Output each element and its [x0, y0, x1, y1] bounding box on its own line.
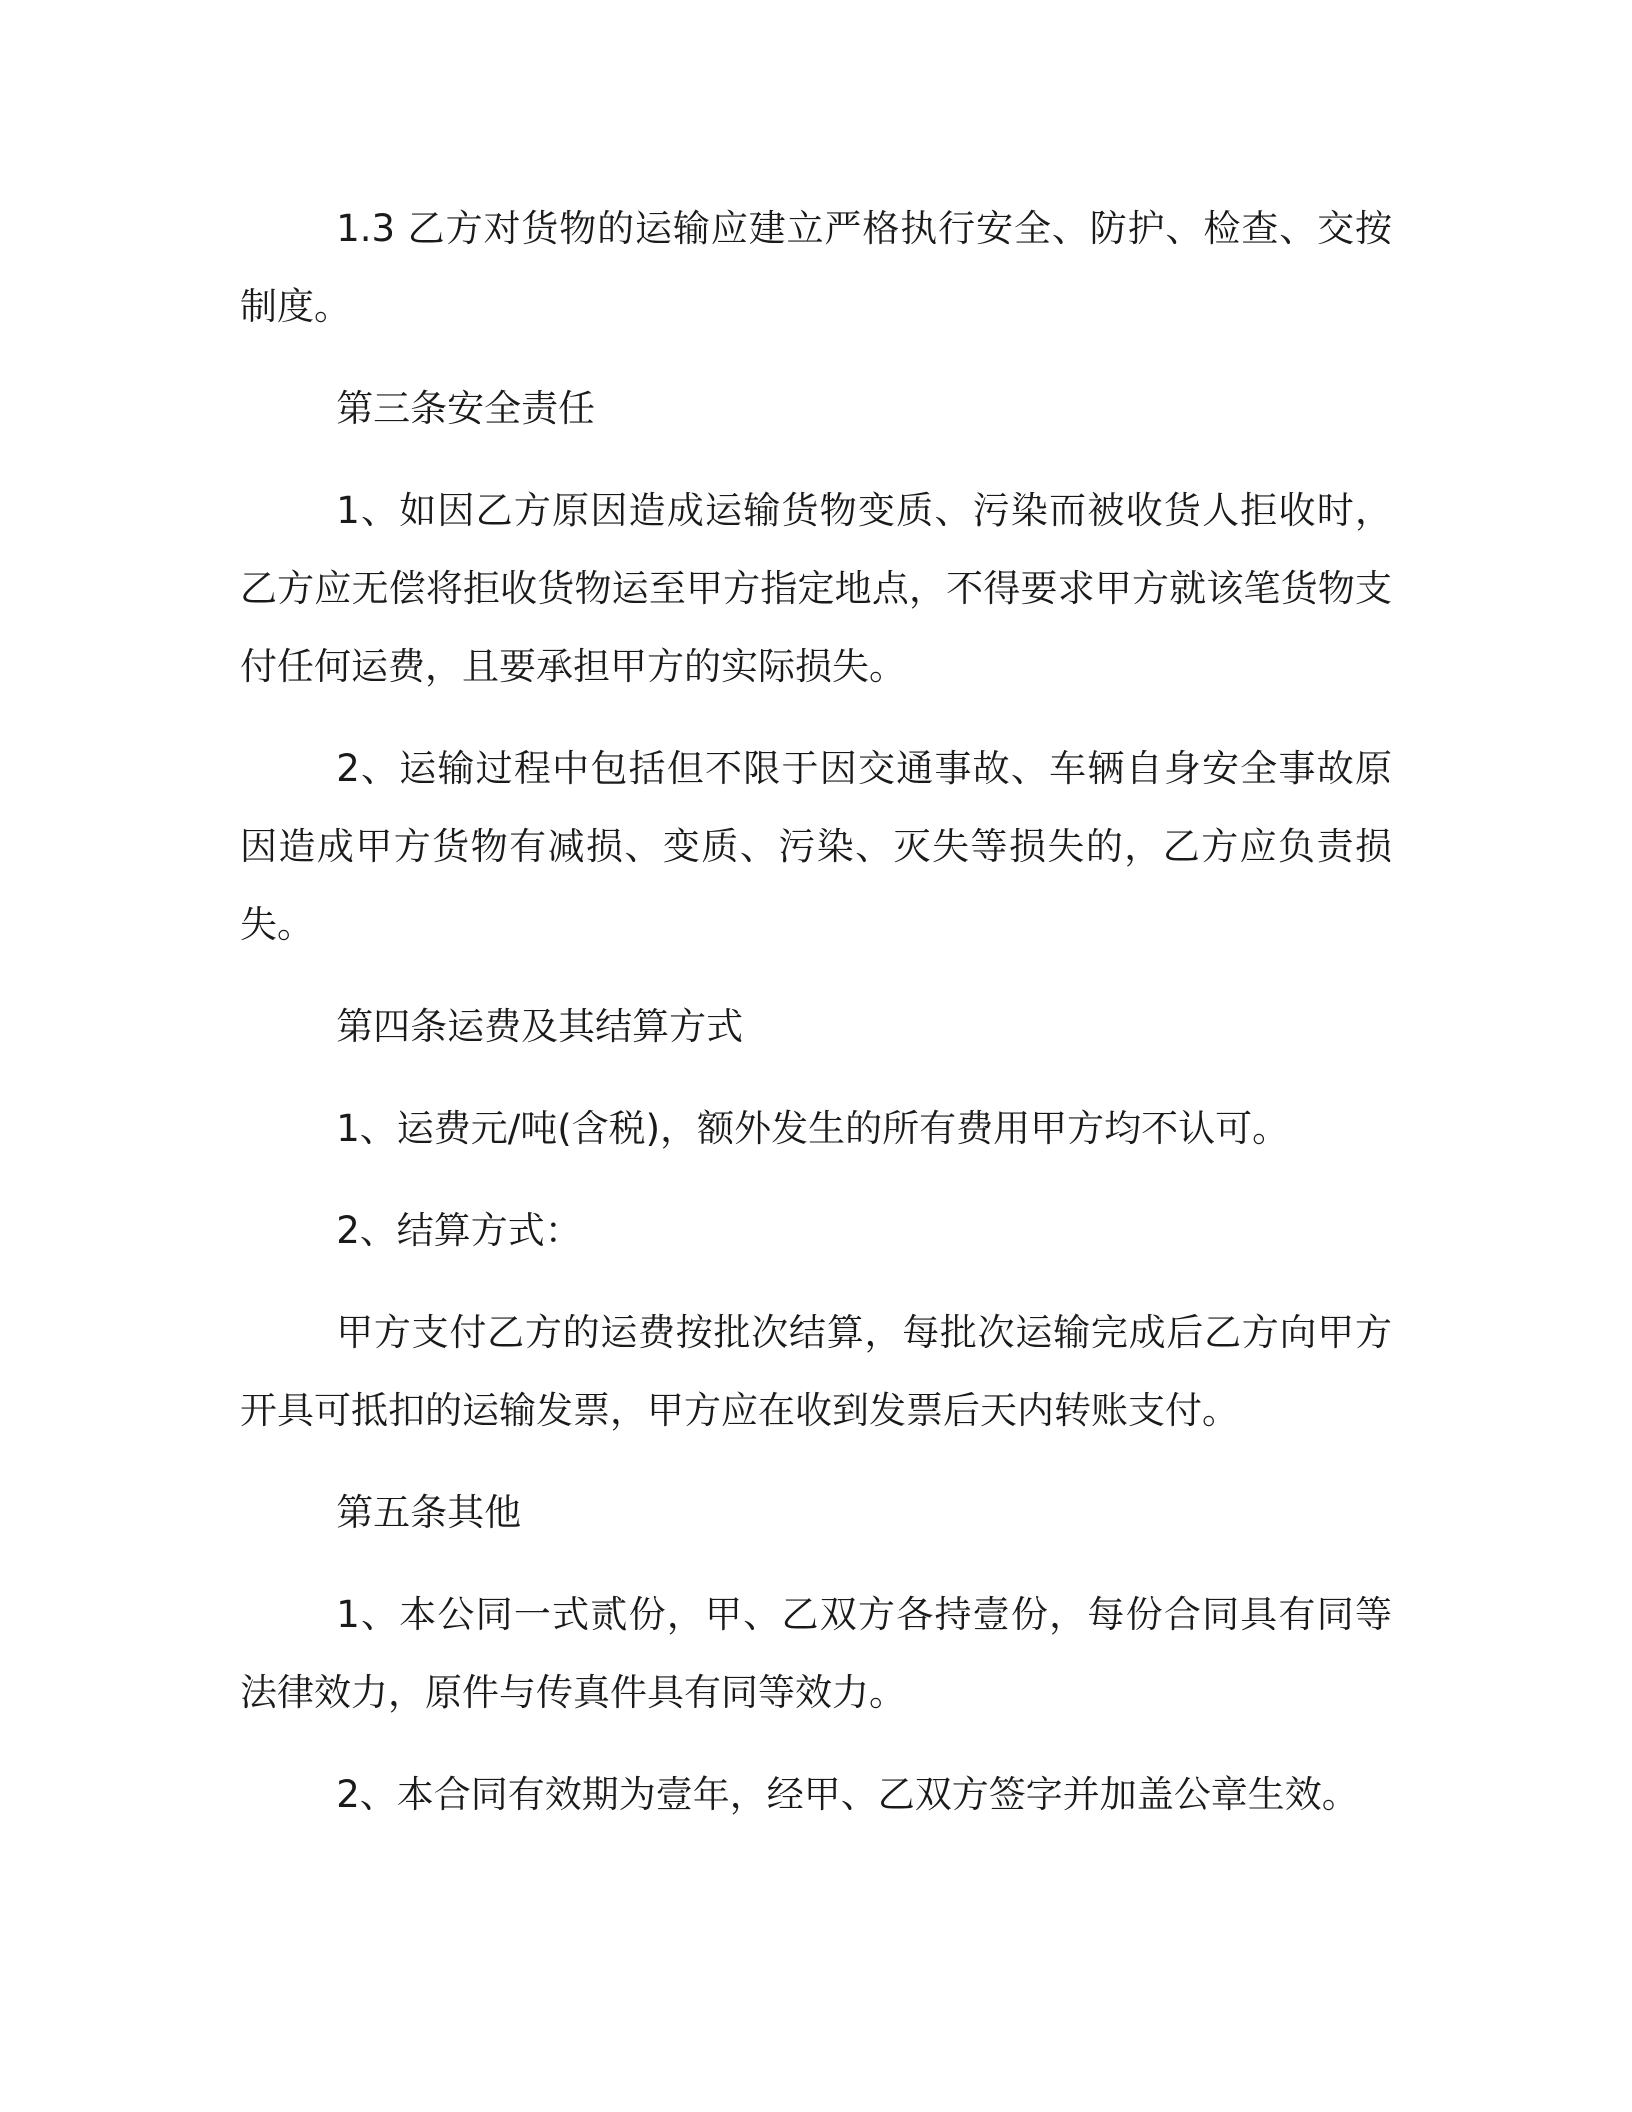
document-body	[240, 190, 1392, 1858]
clause-1-3: 1.3 乙方对货物的运输应建立严格执行安全、防护、检查、交按制度。	[240, 207, 1392, 328]
article-3-item-1: 1、如因乙方原因造成运输货物变质、污染而被收货人拒收时，乙方应无偿将拒收货物运至甲方指定地点，不得要求甲方就该笔货物支付任何运费，且要承担甲方的实际损失。	[240, 489, 1392, 688]
article-4-item-1: 1、运费元/吨(含税)，额外发生的所有费用甲方均不认可。	[336, 1107, 1290, 1150]
article-5-heading: 第五条其他	[336, 1491, 522, 1534]
article-4-heading: 第四条运费及其结算方式	[336, 1005, 744, 1048]
article-5-item-1: 1、本公同一式贰份，甲、乙双方各持壹份，每份合同具有同等法律效力，原件与传真件具有同等效力。	[240, 1593, 1392, 1714]
article-4-settlement-text: 甲方支付乙方的运费按批次结算，每批次运输完成后乙方向甲方开具可抵扣的运输发票，甲方应在收到发票后天内转账支付。	[240, 1311, 1392, 1432]
article-3-item-2: 2、运输过程中包括但不限于因交通事故、车辆自身安全事故原因造成甲方货物有减损、变质、污染、灭失等损失的，乙方应负责损失。	[240, 747, 1392, 946]
article-5-item-2: 2、本合同有效期为壹年，经甲、乙双方签字并加盖公章生效。	[336, 1773, 1359, 1816]
article-4-item-2: 2、结算方式：	[336, 1209, 582, 1252]
article-3-heading: 第三条安全责任	[336, 387, 596, 430]
